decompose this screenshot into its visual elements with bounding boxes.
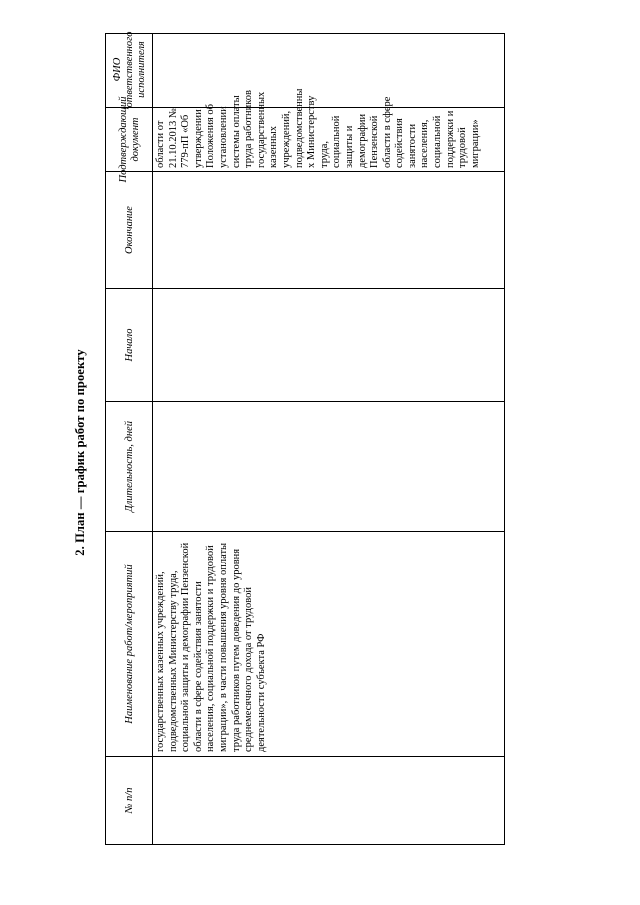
document-line: миграции» [469,119,481,168]
header-activity: Наименование работ/мероприятий [106,531,153,756]
document-line: населения, [419,119,431,168]
table-row [153,34,504,844]
document-line: занятости [406,123,418,168]
document-line: системы оплаты [230,95,242,168]
cell-end [153,171,504,288]
document-line: трудовой [457,127,469,168]
document-line: утверждении [192,109,204,168]
header-end: Окончание [106,171,153,288]
document-line: демографии [356,113,368,168]
document-line: установлении [217,106,229,168]
document-line: социальной [432,115,444,168]
table-header-row [106,31,153,844]
cell-document [153,88,504,171]
document-line: 779-пП «Об [180,114,192,168]
document-line: 21.10.2013 № [167,108,179,168]
document-line: Пензенской [369,115,381,168]
document-line: казенных [268,126,280,168]
document-line: области в сфере [381,96,393,168]
document-line: труда работников [243,89,255,168]
header-document: Подтверждающий документ [106,107,153,171]
cell-number [153,756,504,844]
work-plan-table [105,33,505,845]
cell-start [153,288,504,401]
document-line: труда, [318,140,330,168]
header-start: Начало [106,288,153,401]
cell-activity: государственных казенных учреждений, подведомственных Министерству труда, социальной защиты и демографии Пензенской области в сфере содействия занятости населения, социальной поддержки и трудовой миграции», в части повышения уровня оплаты труда работников путем доведения до уровня среднемесячного дохода от трудовой деятельности субъекта РФ [153,531,504,756]
document-line: Положения об [205,104,217,168]
header-number: № п/п [106,756,153,844]
document-line: содействия [394,118,406,168]
cell-responsible [153,32,504,107]
document-line: х Министерству [306,95,318,168]
cell-duration [153,401,504,531]
section-title: 2. План — график работ по проекту [73,349,87,556]
document-line: защиты и [343,125,355,168]
header-duration: Длительность, дней [106,401,153,531]
document-line: области от [155,120,166,168]
document-line: учреждений, [280,110,292,168]
document-line: государственных [255,91,267,168]
document-line: поддержки и [444,110,456,168]
header-responsible: ФИО ответственного исполнителя [111,31,147,108]
document-line: подведомственны [293,88,305,168]
document-line: социальной [331,115,343,168]
